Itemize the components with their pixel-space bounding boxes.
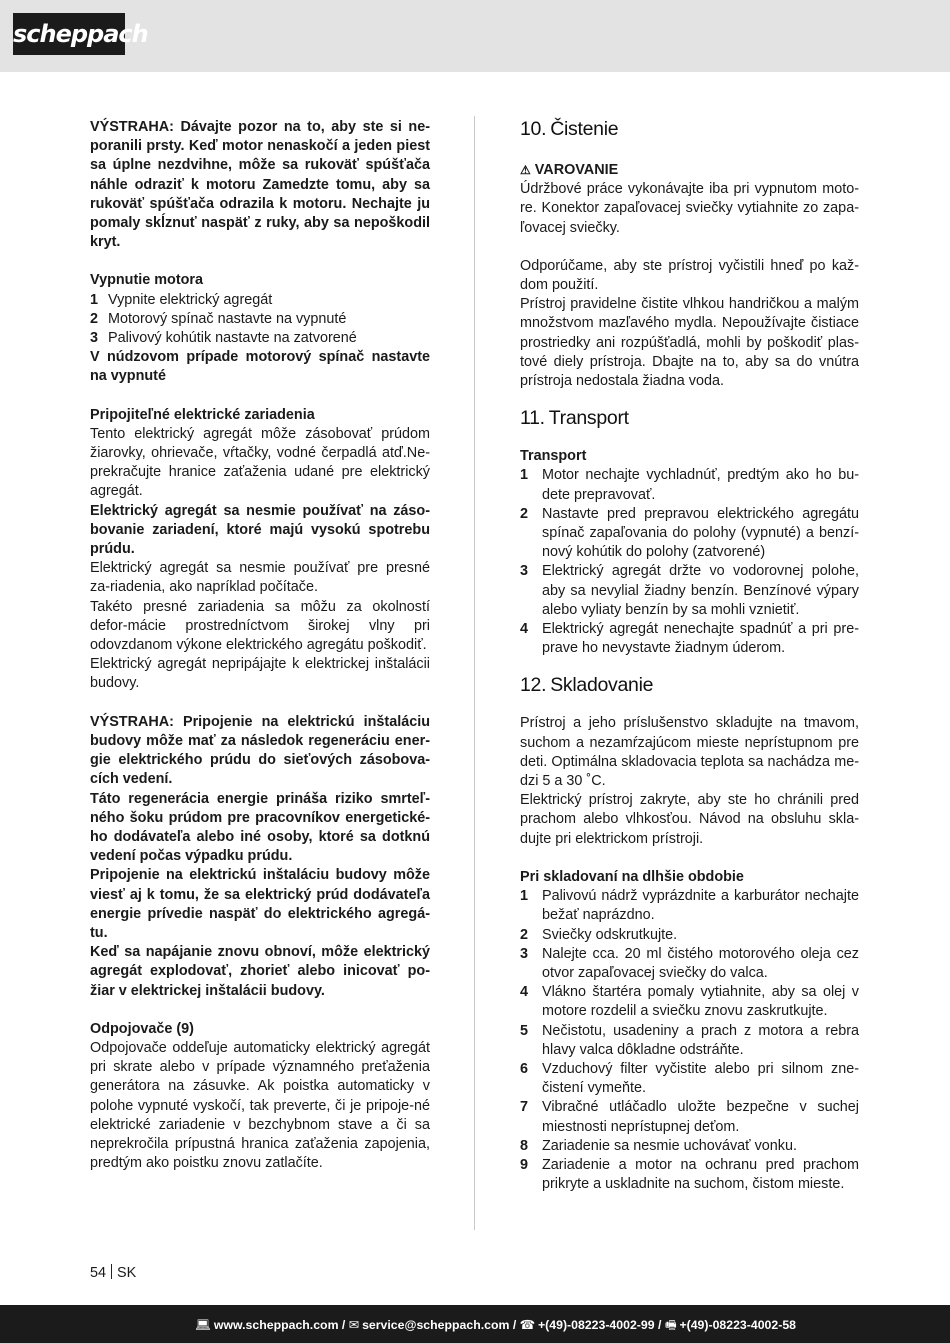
list-item: 3 Nalejte cca. 20 ml čistého motorového oleja cez otvor zapaľovacej sviečky do valca. [520, 945, 859, 981]
fax-number: +(49)-08223-4002-58 [679, 1318, 796, 1332]
cleaning-warning-text: Údržbové práce vykonávajte iba pri vypnutom moto-re. Konektor zapaľovacej sviečky vytiahnite zo zapa-ľovacej sviečky. [520, 181, 859, 236]
left-column [90, 118, 430, 1173]
emergency-note: V núdzovom prípade motorový spínač nastavte na vypnuté [90, 349, 430, 385]
list-item: 3 Palivový kohútik nastavte na zatvorené [90, 330, 357, 347]
list-item: 1 Vypnite elektrický agregát [90, 291, 273, 308]
email-icon: ✉ [348, 1318, 360, 1332]
list-item: 2 Nastavte pred prepravou elektrického agregátu spínač zapaľovania do polohy (vypnuté) a benzí-nový kohútik do polohy (zatvorené) [520, 505, 859, 561]
transport-subheading: Transport [520, 448, 587, 465]
website-link[interactable]: www.scheppach.com / [213, 1318, 346, 1332]
list-item: 8 Zariadenie sa nesmie uchovávať vonku. [520, 1137, 797, 1154]
warning-label: ⚠ VAROVANIE [520, 161, 859, 180]
list-item: 2 Sviečky odskrutkujte. [520, 926, 678, 943]
devices-bold-paragraph: Elektrický agregát sa nesmie používať na záso-bovanie zariadení, ktoré majú vysokú spotrebu prúdu. [90, 502, 430, 558]
section-heading-cleaning: 10. Čistenie [520, 118, 619, 140]
building-warning: VÝSTRAHA: Pripojenie na elektrickú inštaláciu budovy môže mať za následok regeneráciu ener-gie elektrického prúdu do sieťových zásobova-cích vedení. [90, 713, 430, 788]
email-link[interactable]: service@scheppach.com / [362, 1318, 517, 1332]
page-number: 54 SK [90, 1265, 137, 1281]
right-column [520, 118, 859, 1194]
list-item: 9 Zariadenie a motor na ochranu pred prachom prikryte a uskladnite na suchom, čistom mieste. [520, 1156, 859, 1193]
shutdown-steps [90, 291, 430, 349]
building-warning: Keď sa napájanie znovu obnoví, môže elektrický agregát explodovať, zhoriеť alebo inicovať po-žiar v elektrickej inštalácii budovy. [90, 944, 430, 999]
list-item: 1 Motor nechajte vychladnúť, predtým ako ho bu-dete prepravovať. [520, 467, 859, 503]
list-item: 5 Nečistotu, usadeniny a prach z motora a rebra hlavy valca dôkladne odstráňte. [520, 1022, 859, 1058]
cleaning-paragraph: Odporúčame, aby ste prístroj vyčistili hneď po kaž-dom použití. [520, 257, 859, 294]
starter-warning: VÝSTRAHA: Dávajte pozor na to, aby ste si ne-poranili prsty. Keď motor nenaskočí a jeden piest sa úplne nezdvihne, môže sa rukoväť spúšťača náhle odraziť k motoru Zamedzte tomu, aby sa rukoväť spúšťača odrazila k motoru. Nechajte ju pomaly skĺznuť naspäť z ruky, aby sa nepoškodil kryt. [90, 119, 430, 251]
storage-subheading: Pri skladovaní na dlhšie obdobie [520, 868, 744, 885]
shutdown-heading: Vypnutie motora [90, 272, 204, 289]
column-divider [474, 116, 475, 1230]
scheppach-logo: scheppach [13, 13, 125, 55]
list-item: 2 Motorový spínač nastavte na vypnuté [90, 310, 347, 327]
devices-paragraph: Tento elektrický agregát môže zásobovať prúdom žiarovky, ohrievače, vŕtačky, vodné čerpadlá atď.Ne-prekračujte hranice zaťaženia udané pre elektrický agregát. [90, 425, 430, 500]
page-header [0, 0, 950, 72]
phone-icon: ☎ [519, 1318, 535, 1332]
list-item: 3 Elektrický agregát držte vo vodorovnej polohe, aby sa nevylial žiadny benzín. Benzínové výpary alebo vyliaty benzín by sa mohli vznietiť. [520, 563, 859, 618]
storage-paragraph: Prístroj a jeho príslušenstvo skladujte na tmavom, suchom a nezamŕzajúcom mieste neprístupnom pre deti. Optimálna skladovacia teplota sa nachádza me-dzi 5 a 30 ˚C. [520, 715, 859, 790]
list-item: 1 Palivovú nádrž vyprázdnite a karburátor nechajte bežať naprázdno. [520, 888, 859, 924]
warning-triangle-icon: ⚠ [520, 163, 531, 177]
building-warning: Pripojenie na elektrickú inštaláciu budovy môže viesť aj k tomu, že sa elektrický prúd dodávateľa energie prívedie naspäť do elektrického agregá-tu. [90, 867, 430, 941]
breakers-heading: Odpojovače (9) [90, 1020, 194, 1037]
section-heading-transport: 11. Transport [520, 407, 629, 430]
devices-paragraph: Elektrický agregát nepripájajte k elektrickej inštalácii budovy. [90, 656, 430, 692]
cleaning-paragraph: Prístroj pravidelne čistite vlhkou handričkou a malým množstvom mazľavého mydla. Nepoužívajte čistiace prostriedky ani rozpúšťadlá, mohli by poškodiť plas-tové diely prístroja. Dbajte na to, aby sa do vnútra prístroja nedostala žiadna voda. [520, 296, 859, 390]
section-heading-storage: 12. Skladovanie [520, 674, 654, 697]
breakers-paragraph: Odpojovače oddeľuje automaticky elektrický agregát pri skrate alebo v prípade významného preťaženia generátora na zásuvke. Ak poistka automaticky v polohe vypnuté vyskočí, tak preverte, či je pripoje-né elektrické zariadenie v bezchybnom stave a či sa neprekročila prípustná hranica zaťaženia zapojenia, predtým ako poistku znovu zatlačíte. [90, 1039, 430, 1172]
storage-paragraph: Elektrický prístroj zakryte, aby ste ho chránili pred prachom alebo vlhkosťou. Návod na obsluhu skla-dujte pri elektrickom prístroji. [520, 792, 859, 847]
page-footer [0, 1305, 950, 1343]
building-warning: Táto regenerácia energie prináša riziko smrteľ-ného šoku prúdom pre pracovníkov energetické-ho dodávateľa alebo iné osoby, ktoré sa dotknú vedení počas výpadku prúdu. [90, 790, 430, 865]
transport-steps [520, 466, 859, 658]
list-item: 4 Vlákno štartéra pomaly vytiahnite, aby sa olej v motore rozdelil a sviečku znovu zaskrutkujte. [520, 984, 859, 1020]
phone-number: +(49)-08223-4002-99 / [538, 1318, 662, 1332]
computer-icon: 💻︎ [195, 1318, 211, 1332]
devices-paragraph: Elektrický agregát sa nesmie používať pre presné za-riadenia, ako napríklad počítače. [90, 560, 430, 596]
list-item: 4 Elektrický agregát nenechajte spadnúť a pri pre-prave ho nevystavte žiadnym úderom. [520, 621, 859, 657]
list-item: 6 Vzduchový filter vyčistite alebo pri silnom zne-čistení vymeňte. [520, 1060, 859, 1097]
devices-paragraph: Takéto presné zariadenia sa môžu za okolností defor-mácie prostredníctvom širokej vlny pri odovzdanom výkone elektrického agregátu poškodiť. [90, 598, 430, 654]
fax-icon: 🖷︎ [664, 1318, 677, 1332]
list-item: 7 Vibračné utláčadlo uložte bezpečne v suchej miestnosti neprístupnej deťom. [520, 1099, 859, 1135]
devices-heading: Pripojiteľné elektrické zariadenia [90, 406, 315, 423]
storage-steps [520, 887, 859, 1194]
